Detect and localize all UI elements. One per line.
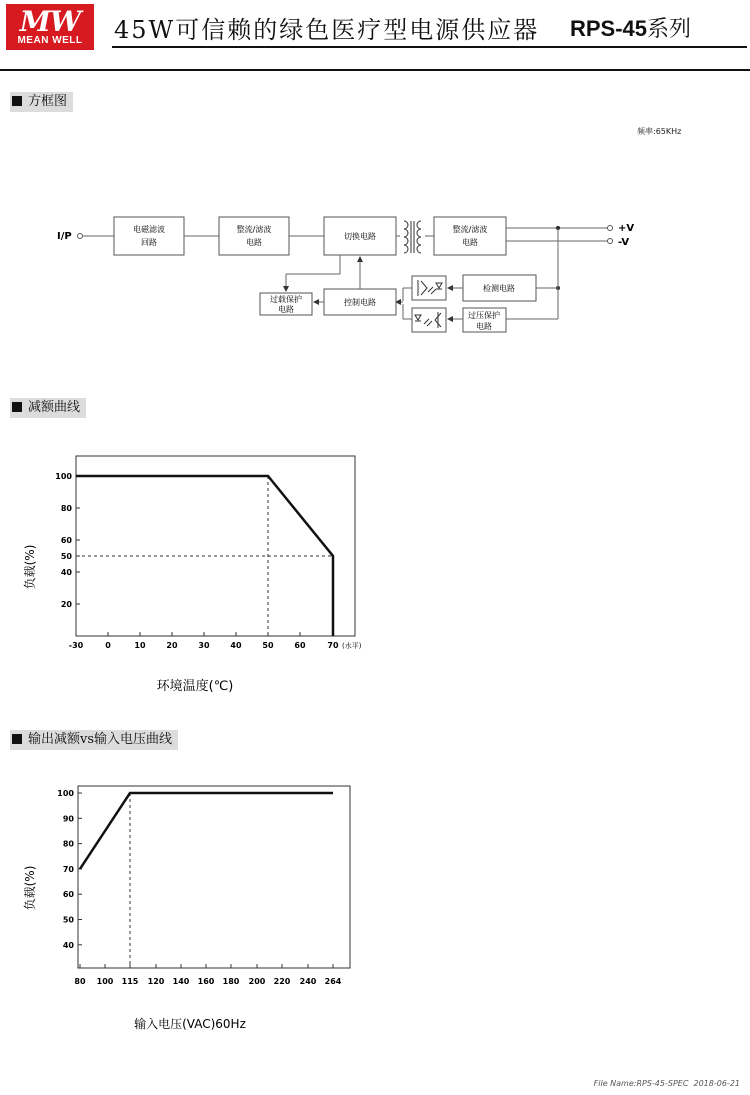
switching-circuit-label: 切换电路 [344,232,376,241]
page-title: 45W可信赖的绿色医疗型电源供应器 [114,16,540,44]
plot-area [78,786,350,968]
input-derating-chart [0,770,420,1040]
x-tick-label: 20 [166,641,178,650]
x-tick-label: 100 [96,977,114,986]
plot-area [76,456,355,636]
y-tick-label: 70 [62,864,74,874]
series-title [570,12,691,43]
detection-circuit-label: 检测电路 [483,284,515,293]
ovp-circuit-label-2: 电路 [476,322,492,331]
y-tick-label: 40 [62,940,74,950]
y-tick-label: 100 [57,789,74,798]
x-tick-label: 50 [262,641,274,650]
emi-filter-label-1: 电磁滤波 [133,225,165,234]
logo-mw-mark: MW [19,5,81,38]
section-input-derating-title: 输出减额vs输入电压曲线 [28,732,173,747]
x-tick-label: 115 [121,977,139,986]
y-tick-label: 50 [60,552,72,561]
x-tick-label: 200 [248,977,266,986]
x-axis-label: 环境温度(℃) [156,679,234,694]
x-tick-label: 264 [324,977,342,986]
x-tick-label: 220 [273,977,291,986]
logo-text: MEAN WELL [17,35,83,46]
bullet-square-icon [12,96,22,106]
x-tick-label: 60 [294,641,306,650]
section-input-derating-heading [10,730,178,750]
header-divider [0,69,750,71]
x-tick-label: -30 [68,641,84,650]
y-tick-label: 100 [55,472,72,481]
bullet-square-icon [12,402,22,412]
block-diagram [0,110,750,350]
x-tick-label: 140 [172,977,190,986]
x-tick-label: 10 [134,641,146,650]
output-rectifier-box [434,217,506,255]
ocp-circuit-label-1: 过载保护 [270,295,302,304]
output-rectifier-label-2: 电路 [462,238,478,247]
emi-filter-label-2: 回路 [141,238,157,247]
x-tick-label: 70 [327,641,339,650]
x-tick-label: 160 [197,977,215,986]
ovp-circuit-label-1: 过压保护 [468,311,500,320]
y-tick-label: 60 [60,536,72,545]
output-pos-label: +V [618,223,635,234]
output-neg-label: -V [618,237,630,248]
x-tick-label: 180 [222,977,240,986]
section-block-diagram-heading [10,92,73,112]
input-terminal [78,234,83,239]
control-circuit-label: 控制电路 [344,298,376,307]
y-axis-label: 负载(%) [23,865,37,911]
title-underline [112,46,747,48]
output-rectifier-label-1: 整流/滤波 [452,225,488,234]
y-tick-label: 40 [60,568,72,577]
y-tick-label: 20 [60,600,72,609]
footer-date: 2018-06-21 [693,1079,740,1088]
transformer-icon [404,221,421,253]
x-tick-label: 30 [198,641,210,650]
x-unit-label: (水平) [342,642,362,650]
optocoupler-icon [412,276,446,300]
series-suffix: 系列 [647,17,692,42]
y-tick-label: 60 [62,890,74,900]
derating-chart [0,440,420,710]
ocp-circuit-label-2: 电路 [278,305,294,314]
section-block-diagram-title: 方框图 [28,94,68,109]
optocoupler-icon [412,308,446,332]
section-derating-heading [10,398,86,418]
rectifier-filter-label-2: 电路 [246,238,262,247]
series-model: RPS-45 [570,16,648,41]
x-tick-label: 0 [105,641,111,650]
x-axis-label: 输入电压(VAC)60Hz [134,1017,246,1031]
y-axis-label: 负载(%) [23,544,37,590]
output-pos-terminal [608,226,613,231]
output-neg-terminal [608,239,613,244]
footer-file-info [594,1079,740,1088]
rectifier-filter-label-1: 整流/滤波 [236,225,272,234]
frequency-label: 频率:65KHz [637,127,682,136]
section-derating-title: 减额曲线 [28,400,81,415]
rectifier-filter-box [219,217,289,255]
x-tick-label: 40 [230,641,242,650]
input-label: I/P [57,231,72,242]
bullet-square-icon [12,734,22,744]
y-tick-label: 80 [60,504,72,513]
y-tick-label: 90 [62,814,74,824]
y-tick-label: 80 [62,839,74,849]
x-tick-label: 80 [74,977,86,986]
x-tick-label: 120 [147,977,165,986]
footer-file-name: File Name:RPS-45-SPEC [593,1079,689,1088]
emi-filter-box [114,217,184,255]
x-tick-label: 240 [299,977,317,986]
y-tick-label: 50 [62,915,74,925]
mean-well-logo [6,4,94,50]
